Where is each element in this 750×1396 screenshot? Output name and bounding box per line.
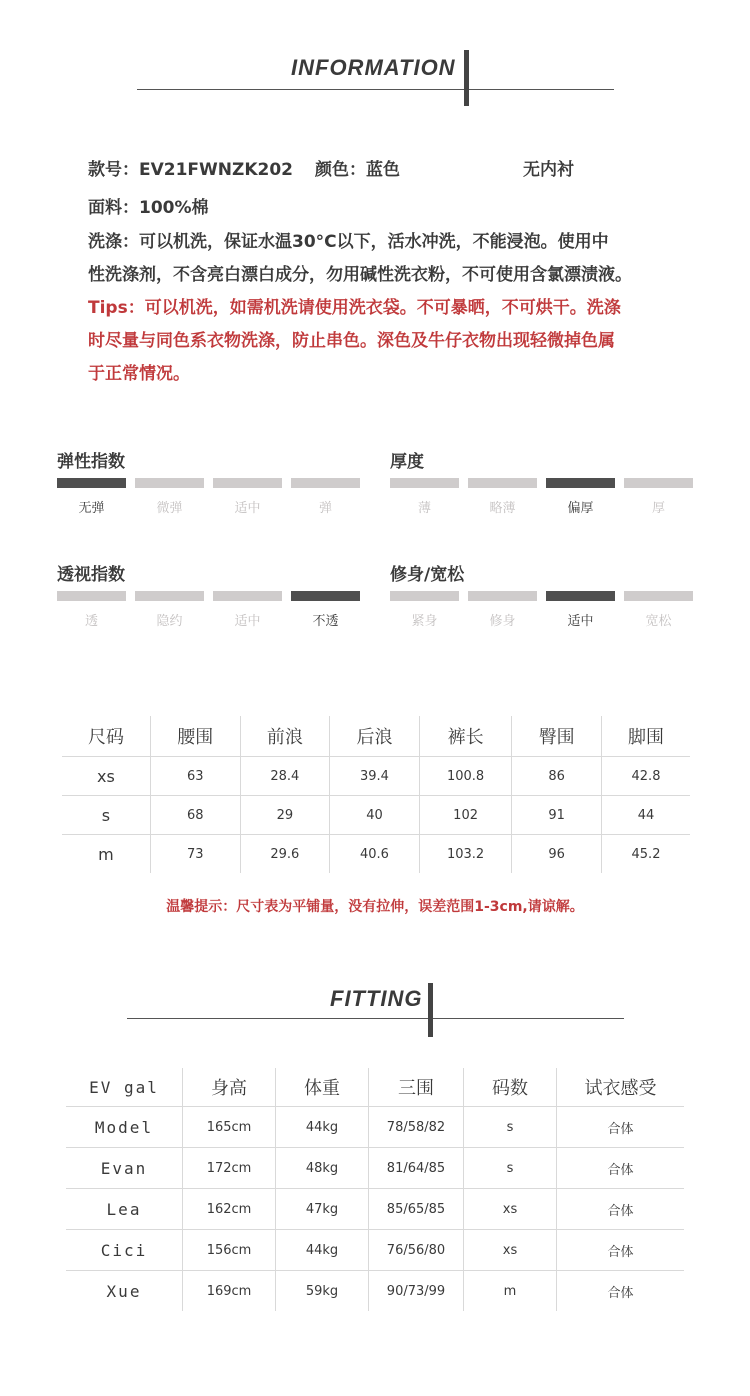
- fitting-title: FITTING: [330, 986, 423, 1011]
- fitting-cell: 合体: [557, 1189, 685, 1230]
- header-accent-bar: [428, 983, 433, 1037]
- size-cell: 96: [512, 835, 602, 874]
- size-cell: 45.2: [602, 835, 691, 874]
- size-header-cell: 前浪: [240, 716, 330, 757]
- scale-option-label: 隐约: [156, 614, 183, 629]
- wash-instructions-line1: 洗涤：可以机洗，保证水温30°C以下，活水冲洗，不能浸泡。使用中: [88, 232, 609, 252]
- table-row: [66, 1148, 684, 1189]
- fitting-cell: 59kg: [276, 1271, 369, 1312]
- size-cell: 44: [602, 796, 691, 835]
- fitting-header-cell: 码数: [464, 1068, 557, 1107]
- fitting-header-cell: 体重: [276, 1068, 369, 1107]
- scale-option-label: 不透: [312, 614, 339, 629]
- fitting-cell: 156cm: [183, 1230, 276, 1271]
- fitting-header-cell: 试衣感受: [557, 1068, 685, 1107]
- scale-option-label: 适中: [234, 614, 261, 629]
- size-header-cell: 臀围: [512, 716, 602, 757]
- scale-option-label: 透: [84, 614, 98, 629]
- scale-segment: [468, 591, 537, 601]
- size-cell: 73: [150, 835, 240, 874]
- size-header-cell: 腰围: [150, 716, 240, 757]
- header-accent-bar: [464, 50, 469, 106]
- size-header-cell: 后浪: [330, 716, 420, 757]
- fitting-cell: 162cm: [183, 1189, 276, 1230]
- size-cell: 42.8: [602, 757, 691, 796]
- fitting-cell: xs: [464, 1189, 557, 1230]
- fitting-cell: 172cm: [183, 1148, 276, 1189]
- scale-segment: [546, 591, 615, 601]
- fitting-cell: 90/73/99: [369, 1271, 464, 1312]
- fitting-cell: 44kg: [276, 1230, 369, 1271]
- wash-instructions-line2: 性洗涤剂，不含亮白漂白成分，勿用碱性洗衣粉，不可使用含氯漂渍液。: [88, 265, 632, 285]
- scale-segment: [390, 591, 459, 601]
- size-cell: 103.2: [419, 835, 512, 874]
- size-cell: 100.8: [419, 757, 512, 796]
- scale-segment: [57, 591, 126, 601]
- table-row: [62, 835, 690, 874]
- scale-option-label: 厚: [651, 501, 665, 516]
- scale-option-label: 紧身: [411, 614, 438, 629]
- fitting-cell: 合体: [557, 1148, 685, 1189]
- fitting-cell: 47kg: [276, 1189, 369, 1230]
- scale-option-label: 宽松: [645, 614, 672, 629]
- scale-option-label: 偏厚: [567, 501, 594, 516]
- size-note: 温馨提示：尺寸表为平铺量，没有拉伸，误差范围1-3cm,请谅解。: [166, 899, 584, 915]
- fitting-cell: 165cm: [183, 1107, 276, 1148]
- fitting-cell: 85/65/85: [369, 1189, 464, 1230]
- table-row: [66, 1189, 684, 1230]
- header-divider: [127, 1018, 624, 1019]
- scale-segment: [624, 591, 693, 601]
- size-cell: s: [62, 796, 150, 835]
- fitting-table: [66, 1068, 684, 1311]
- scale-option-label: 适中: [234, 501, 261, 516]
- fitting-cell: s: [464, 1148, 557, 1189]
- fitting-table-header-row: [66, 1068, 684, 1107]
- product-color: 颜色：蓝色: [315, 160, 400, 180]
- size-cell: 29.6: [240, 835, 330, 874]
- fitting-cell: Lea: [66, 1189, 183, 1230]
- fitting-cell: 81/64/85: [369, 1148, 464, 1189]
- size-cell: 28.4: [240, 757, 330, 796]
- scale-title: 弹性指数: [57, 452, 125, 472]
- scale-segment: [624, 478, 693, 488]
- fitting-header-cell: 身高: [183, 1068, 276, 1107]
- size-cell: 102: [419, 796, 512, 835]
- size-cell: 29: [240, 796, 330, 835]
- table-row: [66, 1107, 684, 1148]
- lining-info: 无内衬: [523, 160, 574, 180]
- tips-line2: 时尽量与同色系衣物洗涤，防止串色。深色及牛仔衣物出现轻微掉色属: [88, 331, 615, 351]
- scale-option-label: 适中: [567, 614, 594, 629]
- scale-segment: [291, 478, 360, 488]
- fitting-cell: 44kg: [276, 1107, 369, 1148]
- table-row: [62, 796, 690, 835]
- header-divider: [137, 89, 614, 90]
- fitting-cell: 48kg: [276, 1148, 369, 1189]
- table-row: [62, 757, 690, 796]
- scale-title: 透视指数: [57, 565, 125, 585]
- fitting-cell: xs: [464, 1230, 557, 1271]
- size-table-header-row: [62, 716, 690, 757]
- size-header-cell: 脚围: [602, 716, 691, 757]
- scale-option-label: 弹: [318, 501, 332, 516]
- scale-segment: [546, 478, 615, 488]
- fitting-cell: Evan: [66, 1148, 183, 1189]
- scale-segment: [468, 478, 537, 488]
- fitting-cell: Xue: [66, 1271, 183, 1312]
- scale-title: 修身/宽松: [390, 565, 465, 585]
- scale-segment: [135, 591, 204, 601]
- fitting-cell: 合体: [557, 1107, 685, 1148]
- fitting-header-cell: EV gal: [89, 1077, 159, 1097]
- scale-segment: [390, 478, 459, 488]
- fitting-header-cell: 三围: [369, 1068, 464, 1107]
- fabric-info: 面料：100%棉: [88, 198, 209, 218]
- scale-option-label: 薄: [417, 501, 431, 516]
- style-number: 款号：EV21FWNZK202: [88, 160, 294, 180]
- scale-title: 厚度: [390, 452, 424, 472]
- size-cell: 91: [512, 796, 602, 835]
- size-cell: 63: [150, 757, 240, 796]
- size-cell: 39.4: [330, 757, 420, 796]
- scale-segment: [291, 591, 360, 601]
- fitting-cell: 合体: [557, 1271, 685, 1312]
- fitting-cell: 76/56/80: [369, 1230, 464, 1271]
- scale-segment: [213, 478, 282, 488]
- size-cell: xs: [62, 757, 150, 796]
- size-cell: 86: [512, 757, 602, 796]
- tips-line3: 于正常情况。: [88, 364, 190, 384]
- size-cell: 40: [330, 796, 420, 835]
- scale-option-label: 微弹: [156, 501, 183, 516]
- fitting-cell: Cici: [66, 1230, 183, 1271]
- scale-option-label: 修身: [489, 614, 516, 629]
- size-cell: 68: [150, 796, 240, 835]
- scale-segment: [213, 591, 282, 601]
- table-row: [66, 1230, 684, 1271]
- size-header-cell: 尺码: [62, 716, 150, 757]
- information-title: INFORMATION: [291, 55, 456, 80]
- fitting-cell: 合体: [557, 1230, 685, 1271]
- size-cell: 40.6: [330, 835, 420, 874]
- table-row: [66, 1271, 684, 1312]
- size-header-cell: 裤长: [419, 716, 512, 757]
- fitting-cell: Model: [66, 1107, 183, 1148]
- size-cell: m: [62, 835, 150, 874]
- scale-option-label: 无弹: [78, 501, 105, 516]
- scale-option-label: 略薄: [489, 501, 516, 516]
- size-table: [62, 716, 690, 873]
- scale-segment: [57, 478, 126, 488]
- fitting-cell: m: [464, 1271, 557, 1312]
- fitting-cell: s: [464, 1107, 557, 1148]
- fitting-cell: 78/58/82: [369, 1107, 464, 1148]
- tips-line1: Tips：可以机洗，如需机洗请使用洗衣袋。不可暴晒，不可烘干。洗涤: [88, 298, 621, 318]
- fitting-cell: 169cm: [183, 1271, 276, 1312]
- scale-segment: [135, 478, 204, 488]
